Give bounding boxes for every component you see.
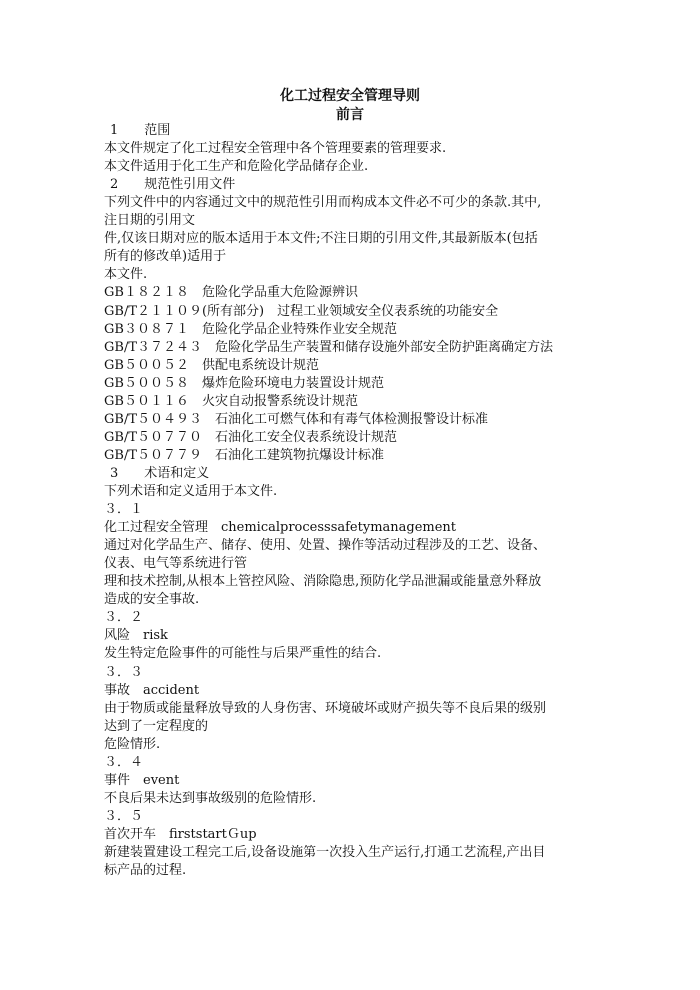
text-line: GB/T３７２４３ 危险化学品生产装置和储存设施外部安全防护距离确定方法	[104, 340, 553, 355]
text-line: 新建装置建设工程完工后,设备设施第一次投入生产运行,打通工艺流程,产出目	[104, 845, 546, 860]
text-line: GB/T５０４９３ 石油化工可燃气体和有毒气体检测报警设计标准	[104, 412, 488, 427]
text-line: 3 术语和定义	[110, 466, 210, 481]
text-line: 不良后果未达到事故级别的危险情形.	[104, 791, 317, 806]
text-line: 下列术语和定义适用于本文件.	[104, 484, 278, 499]
text-line: 件,仅该日期对应的版本适用于本文件;不注日期的引用文件,其最新版本(包括	[104, 231, 538, 246]
text-line: 事故 accident	[104, 683, 200, 698]
text-line: GB/T５０７７０ 石油化工安全仪表系统设计规范	[104, 430, 397, 445]
text-line: ３．１	[104, 502, 144, 517]
text-line: GB５００５８ 爆炸危险环境电力装置设计规范	[104, 376, 384, 391]
text-line: GB５００５２ 供配电系统设计规范	[104, 358, 319, 373]
text-line: GB５０１１６ 火灾自动报警系统设计规范	[104, 394, 358, 409]
text-line: 本文件适用于化工生产和危险化学品储存企业.	[104, 159, 369, 174]
text-line: GB３０８７１ 危险化学品企业特殊作业安全规范	[104, 322, 397, 337]
text-line: 本文件.	[104, 267, 148, 282]
text-line: 由于物质或能量释放导致的人身伤害、环境破坏或财产损失等不良后果的级别	[104, 701, 547, 716]
text-line: 2 规范性引用文件	[110, 177, 236, 192]
text-line: 风险 risk	[104, 628, 168, 643]
text-line: 首次开车 firststartＧup	[104, 827, 257, 842]
text-line: 通过对化学品生产、储存、使用、处置、操作等活动过程涉及的工艺、设备、	[104, 538, 547, 553]
text-line: 仪表、电气等系统进行管	[104, 556, 248, 571]
text-line: 化工过程安全管理 chemicalprocesssafetymanagement	[104, 520, 457, 535]
text-line: ３．５	[104, 809, 144, 824]
document-subtitle: 前言	[336, 107, 364, 123]
text-line: 1 范围	[110, 123, 171, 138]
text-line: 理和技术控制,从根本上管控风险、消除隐患,预防化学品泄漏或能量意外释放	[104, 574, 542, 589]
text-line: 发生特定危险事件的可能性与后果严重性的结合.	[104, 646, 382, 661]
text-line: 下列文件中的内容通过文中的规范性引用而构成本文件必不可少的条款.其中,	[104, 195, 542, 210]
text-line: ３．４	[104, 755, 144, 770]
text-line: ３．２	[104, 610, 144, 625]
text-line: 本文件规定了化工过程安全管理中各个管理要素的管理要求.	[104, 141, 447, 156]
text-line: 标产品的过程.	[104, 863, 187, 878]
document-title: 化工过程安全管理导则	[280, 88, 420, 104]
text-line: 所有的修改单)适用于	[104, 249, 227, 264]
text-line: 造成的安全事故.	[104, 592, 200, 607]
text-line: GB/T５０７７９ 石油化工建筑物抗爆设计标准	[104, 448, 384, 463]
text-line: 注日期的引用文	[104, 213, 196, 228]
text-line: GB１８２１８ 危险化学品重大危险源辨识	[104, 285, 358, 300]
text-line: 危险情形.	[104, 737, 161, 752]
text-line: 达到了一定程度的	[104, 719, 209, 734]
text-line: 事件 event	[104, 773, 180, 788]
text-line: ３．３	[104, 665, 144, 680]
text-line: GB/T２１１０９(所有部分) 过程工业领域安全仪表系统的功能安全	[104, 304, 499, 319]
